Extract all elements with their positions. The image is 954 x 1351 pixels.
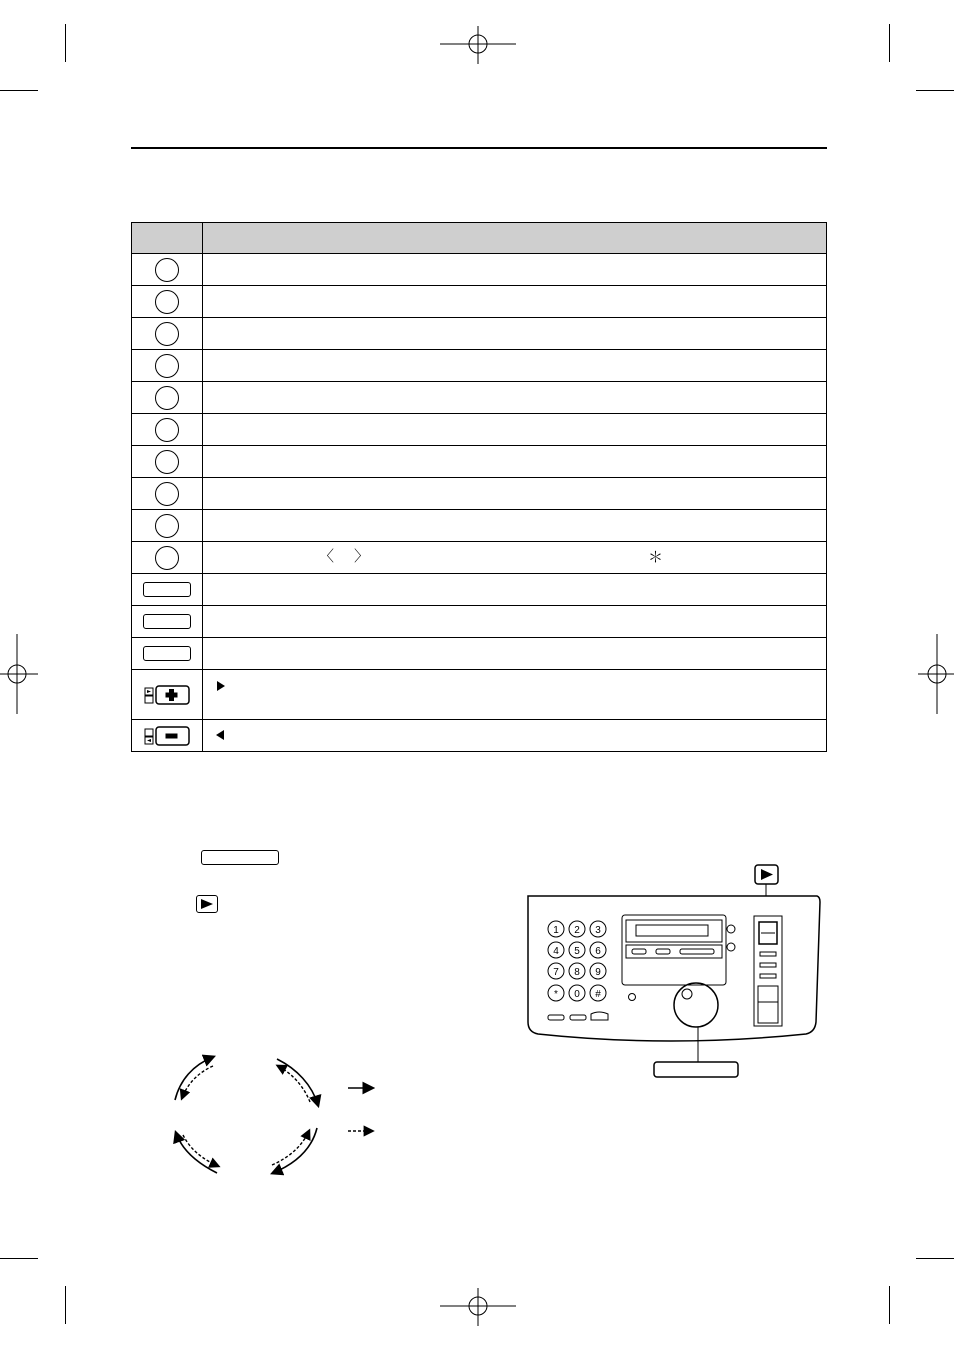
row-description: [203, 542, 827, 574]
row-description: [203, 670, 827, 720]
table-row: [132, 670, 827, 720]
left-angle-glyph: 〈: [319, 548, 335, 565]
table-row: [132, 286, 827, 318]
circle-key-icon: [155, 546, 179, 570]
row-description: [203, 606, 827, 638]
row-description: [203, 446, 827, 478]
table-row: [132, 606, 827, 638]
row-description: [203, 638, 827, 670]
table-row: [132, 542, 827, 574]
cycle-diagram: [160, 1045, 390, 1180]
row-description: [203, 720, 827, 752]
keypad-key: 5: [574, 946, 580, 957]
rect-key-icon: [143, 646, 191, 661]
rect-key-icon: [201, 850, 279, 865]
circle-key-icon: [155, 482, 179, 506]
circle-key-icon: [155, 322, 179, 346]
rect-key-icon: [143, 614, 191, 629]
row-description: [203, 382, 827, 414]
table-row: [132, 318, 827, 350]
keypad-key: 9: [595, 967, 601, 978]
crop-mark: [889, 1286, 890, 1324]
circle-key-icon: [155, 418, 179, 442]
table-row: [132, 350, 827, 382]
circle-key-icon: [155, 450, 179, 474]
plus-key-icon: [144, 685, 190, 705]
circle-key-icon: [155, 386, 179, 410]
table-row: [132, 414, 827, 446]
keypad-key: 7: [553, 967, 559, 978]
rect-key-icon: [654, 1062, 738, 1077]
dotted-arrow-group: [182, 1066, 310, 1166]
rect-key-icon: [143, 582, 191, 597]
crop-mark: [0, 1258, 38, 1259]
keypad-key: 0: [574, 989, 580, 1000]
table-row: [132, 254, 827, 286]
keypad-key: 4: [553, 946, 559, 957]
registration-mark: [916, 634, 954, 714]
table-row: [132, 720, 827, 752]
row-description: [203, 350, 827, 382]
play-key-icon: [196, 895, 218, 913]
keypad-key: 2: [574, 925, 580, 936]
crop-mark: [65, 1286, 66, 1324]
keypad-key: #: [595, 989, 601, 1000]
row-description: [203, 478, 827, 510]
circle-key-icon: [155, 258, 179, 282]
table-row: [132, 478, 827, 510]
row-description: [203, 574, 827, 606]
table-row: [132, 382, 827, 414]
table-header-row: [132, 223, 827, 254]
table-row: [132, 510, 827, 542]
circle-key-icon: [155, 290, 179, 314]
table-row: [132, 446, 827, 478]
crop-mark: [916, 1258, 954, 1259]
key-column-header: [132, 223, 203, 254]
solid-arrow-group: [175, 1057, 318, 1173]
right-angle-glyph: 〉: [354, 548, 370, 565]
table-row: [132, 574, 827, 606]
table-row: [132, 638, 827, 670]
left-pointer-icon: [215, 729, 225, 741]
header-rule: [131, 147, 827, 149]
row-description: [203, 254, 827, 286]
crop-mark: [916, 90, 954, 91]
crop-mark: [889, 24, 890, 62]
keypad-key: *: [554, 989, 558, 1000]
keypad-key: 6: [595, 946, 601, 957]
keypad-key: 8: [574, 967, 580, 978]
row-description: [203, 414, 827, 446]
keypad-key: 1: [553, 925, 559, 936]
circle-key-icon: [155, 514, 179, 538]
right-pointer-icon: [216, 680, 226, 692]
crop-mark: [0, 90, 38, 91]
registration-mark: [440, 1288, 516, 1328]
row-description: [203, 318, 827, 350]
minus-key-icon: [144, 726, 190, 746]
crop-mark: [65, 24, 66, 62]
row-description: [203, 286, 827, 318]
asterisk-glyph: ＊: [648, 549, 664, 566]
circle-key-icon: [155, 354, 179, 378]
fax-panel-illustration: [520, 862, 824, 1080]
registration-mark: [0, 634, 40, 714]
keypad-key: 3: [595, 925, 601, 936]
row-description: [203, 510, 827, 542]
function-column-header: [203, 223, 827, 254]
registration-mark: [440, 26, 516, 66]
key-table: [131, 222, 827, 752]
